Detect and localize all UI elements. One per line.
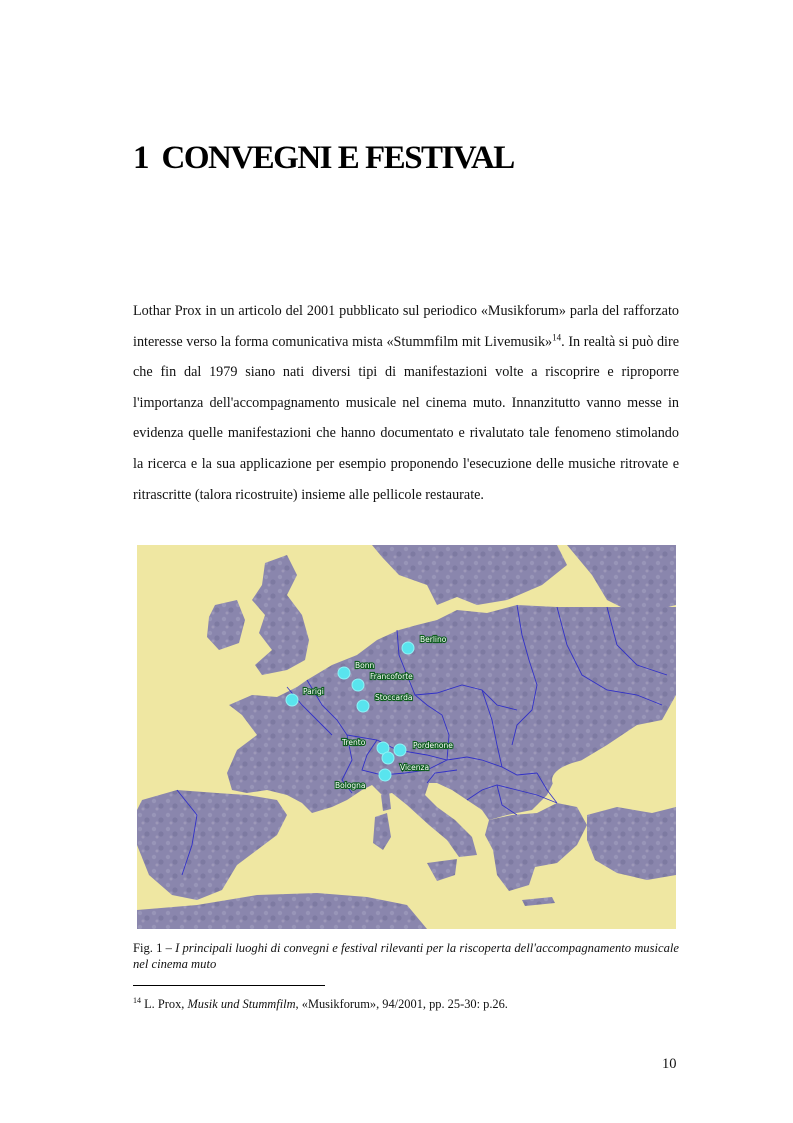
city-label-trento: Trento (342, 738, 366, 747)
chapter-number: 1 (133, 140, 148, 176)
city-label-bonn: Bonn (355, 661, 375, 670)
black-sea (552, 758, 662, 802)
city-label-vicenza: Vicenza (400, 763, 430, 772)
footnote-rest: , «Musikforum», 94/2001, pp. 25-30: p.26. (295, 997, 508, 1012)
footnote-author: L. Prox, (141, 997, 188, 1012)
chapter-title-text: CONVEGNI E FESTIVAL (161, 140, 514, 176)
caption-prefix: Fig. 1 – (133, 941, 176, 955)
caption-text: I principali luoghi di convegni e festival rilevanti per la riscoperta dell'accompagnamento musicale nel cinema muto (133, 941, 679, 971)
page-number: 10 (662, 1056, 677, 1072)
europe-map-figure (137, 545, 676, 929)
city-label-stoccarda: Stoccarda (375, 693, 413, 702)
chapter-title (133, 140, 514, 177)
footnote-reference[interactable]: 14 (552, 331, 562, 342)
europe-map (137, 545, 676, 929)
footnote-separator (133, 985, 325, 986)
body-paragraph (133, 296, 679, 510)
figure-caption (133, 940, 679, 972)
city-label-bologna: Bologna (335, 781, 366, 790)
city-label-francoforte: Francoforte (370, 672, 413, 681)
city-label-parigi: Parigi (303, 687, 324, 696)
city-label-pordenone: Pordenone (413, 741, 453, 750)
footnote (133, 993, 693, 1012)
footnote-title: Musik und Stummfilm (187, 997, 296, 1012)
city-label-berlino: Berlino (420, 635, 447, 644)
footnote-number: 14 (133, 996, 141, 1005)
paragraph-text-2: . In realtà si può dire che fin dal 1979 siano nati diversi tipi di manifestazioni volte a riscoprire e riproporre l'importanza dell'accompagnamento musicale nel cinema muto. Innanzitutto vanno messe in evidenza quelle manifestazioni che hanno documentato e rivalutato tale fenomeno stimolando la ricerca e la sua applicazione per esempio proponendo l'esecuzione delle musiche ritrovate e ritrascritte (talora ricostruite) insieme alle pellicole restaurate. (133, 333, 679, 503)
paragraph-text-1: Lothar Prox in un articolo del 2001 pubblicato sul periodico «Musikforum» parla del rafforzato interesse verso la forma comunicativa mista «Stummfilm mit Livemusik» (133, 303, 679, 350)
